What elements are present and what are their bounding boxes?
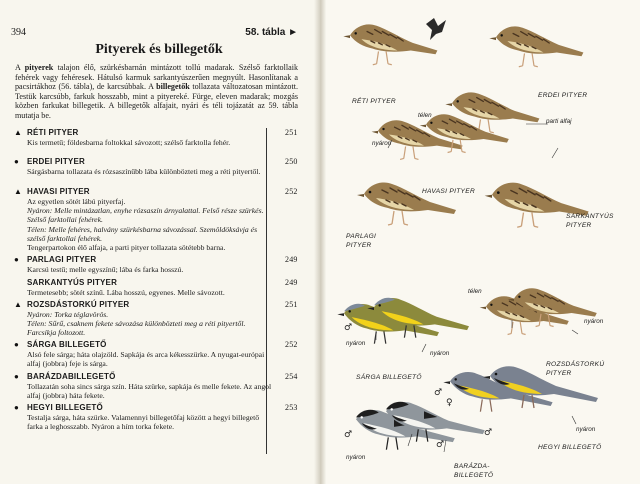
label-sarkantyus-pityer: SARKANTYÚS PITYER (566, 213, 614, 229)
male-symbol: ♂ (436, 440, 445, 450)
leader-line (572, 416, 576, 424)
male-symbol: ♂ (344, 430, 353, 440)
label-erdei-pityer: ERDEI PITYER (538, 92, 588, 99)
left-page (0, 0, 318, 484)
species-description: Alsó fele sárga; háta olajzöld. Sapkája és arca kékesszürke. A nyugat-európai alfaj (jobbra) feje is sárga. (27, 350, 265, 369)
status-symbol: ● (14, 255, 20, 264)
species-description-winter: Télen: Sűrű, csaknem fekete sávozása különbözteti meg a réti pityertől. Farcsíkja foltozott. (27, 319, 246, 338)
leader-line (552, 148, 558, 158)
species-page-ref: 249 (285, 255, 298, 264)
species-description-summer: Nyáron: Melle mintázatlan, enyhe rózsaszín árnyalattal. Felső része szürkés. Szélső farktollai fehérek. (27, 206, 264, 225)
species-description: Testalja sárga, háta szürke. Valamennyi billegetőfaj között a hegyi billegető farka a leghosszabb. Nyáron a hím torka fekete. (27, 413, 260, 432)
female-symbol: ♀ (446, 398, 453, 408)
status-symbol: ▲ (14, 128, 23, 137)
label-nyaron: nyáron (430, 350, 450, 357)
species-description-subspecies: Tengerpartokon élő alfaja, a parti pityer tollazata sötétebb barna. (27, 243, 226, 253)
status-symbol: ▲ (14, 300, 23, 309)
leader-line (572, 330, 578, 334)
erdei-pityer-bird (489, 26, 583, 66)
species-page-ref: 250 (285, 157, 298, 166)
species-name: PARLAGI PITYER (27, 255, 97, 264)
label-nyaron: nyáron (584, 318, 604, 325)
leader-line (422, 344, 426, 352)
label-nyaron: nyáron (346, 340, 366, 347)
species-entry-parlagi-pityer (14, 255, 301, 274)
species-page-ref: 252 (285, 340, 298, 349)
illustration-plate (326, 0, 640, 484)
species-page-ref: 254 (285, 372, 298, 381)
species-name: SARKANTYÚS PITYER (27, 278, 118, 287)
species-entry-barazdabillegeto (14, 372, 301, 400)
label-parti-alfaj: parti alfaj (546, 118, 572, 125)
species-name: ROZSDÁSTORKÚ PITYER (27, 300, 130, 309)
species-entry-sarkantyus-pityer (14, 278, 301, 297)
species-description: Tollazatán soha sincs sárga szín. Háta szürke, sapkája és melle fekete. Az angol alfaj (jobbra) háta fekete. (27, 382, 272, 401)
status-symbol: ● (14, 157, 20, 166)
male-symbol: ♂ (434, 388, 443, 398)
species-page-ref: 249 (285, 278, 298, 287)
species-page-ref: 253 (285, 403, 298, 412)
label-rozsdastorku-pityer: ROZSDÁSTORKÚ PITYER (546, 361, 605, 377)
label-barazdabillegeto: BARÁZDA- BILLEGETŐ (454, 463, 494, 479)
species-name: SÁRGA BILLEGETŐ (27, 340, 107, 349)
species-description-winter: Télen: Melle fehéres, halvány szürkésbarna sávozással. Szemöldöksávja és szélső farktollai fehérek. (27, 224, 258, 243)
species-page-ref: 251 (285, 300, 298, 309)
species-entry-rozsdastorku-pityer (14, 300, 301, 338)
species-name: RÉTI PITYER (27, 128, 79, 137)
flying-bird-silhouette (426, 18, 446, 40)
label-nyaron: nyáron (346, 454, 366, 461)
havasi-pityer-summer-bird (420, 114, 509, 152)
species-description: Termetesebb; sötét színű. Lába hosszú, egyenes. Melle sávozott. (27, 288, 225, 297)
species-name: ERDEI PITYER (27, 157, 85, 166)
species-description: Karcsú testű; melle egyszínű; lába és farka hosszú. (27, 265, 184, 274)
label-telen: télen (468, 288, 482, 295)
species-description: Kis termetű; földesbarna foltokkal sávozott; szélső farktolla fehér. (27, 138, 231, 147)
species-page-ref: 251 (285, 128, 298, 137)
label-sarga-billegeto: SÁRGA BILLEGETŐ (356, 374, 422, 381)
label-reti-pityer: RÉTI PITYER (352, 98, 396, 105)
male-symbol: ♂ (344, 323, 353, 333)
status-symbol: ● (14, 340, 20, 349)
species-name: BARÁZDABILLEGETŐ (27, 372, 116, 381)
species-description: Az egyetlen sötét lábú pityerfaj. (27, 197, 126, 206)
leader-line (444, 440, 446, 452)
label-parlagi-pityer: PARLAGI PITYER (346, 233, 377, 249)
species-entry-havasi-pityer (14, 187, 301, 252)
status-symbol: ● (14, 372, 20, 381)
label-nyaron: nyáron (372, 140, 392, 147)
label-telen: télen (418, 112, 432, 119)
status-symbol: ● (14, 403, 20, 412)
species-entry-sarga-billegeto (14, 340, 301, 368)
species-description-summer: Nyáron: Torka téglavörös. (27, 310, 109, 319)
status-symbol: ▲ (14, 187, 23, 196)
species-description: Sárgásbarna tollazata és rózsaszínűbb lába különbözteti meg a réti pityertől. (27, 167, 261, 176)
species-entry-reti-pityer (14, 128, 301, 147)
species-name: HAVASI PITYER (27, 187, 90, 196)
species-entry-hegyi-billegeto (14, 403, 301, 431)
book-gutter (314, 0, 326, 484)
label-hegyi-billegeto: HEGYI BILLEGETŐ (538, 444, 602, 451)
intro-paragraph: A pityerek talajon élő, szürkésbarnán mintázott tollú madarak. Szélső farktollaik fehérek vagy fehéresek. Hátulsó karmuk sarkantyúszerűen megnyúlt. Hasonlítanak a pacsirtákhoz (56. tábla), de karcsúbbak. A billegetők tollazata változatosan mintázott. Testük karcsúbb, farkuk hosszabb, mint a pityereké. Fürge, eleven madarak; mozgás közben farkukat billegetik. A billegetők alfajait, nyári és téli tojázatát az 59. tábla mutatja be. (15, 63, 298, 120)
label-nyaron: nyáron (576, 426, 596, 433)
male-symbol: ♂ (484, 428, 493, 438)
page-number: 394 (11, 27, 26, 38)
species-entry-erdei-pityer (14, 157, 301, 176)
species-name: HEGYI BILLEGETŐ (27, 403, 103, 412)
reti-pityer-bird (343, 24, 437, 64)
label-havasi-pityer: HAVASI PITYER (422, 188, 476, 195)
plate-reference: 58. tábla ► (245, 27, 298, 38)
page-title: Pityerek és billegetők (95, 42, 223, 57)
species-page-ref: 252 (285, 187, 298, 196)
